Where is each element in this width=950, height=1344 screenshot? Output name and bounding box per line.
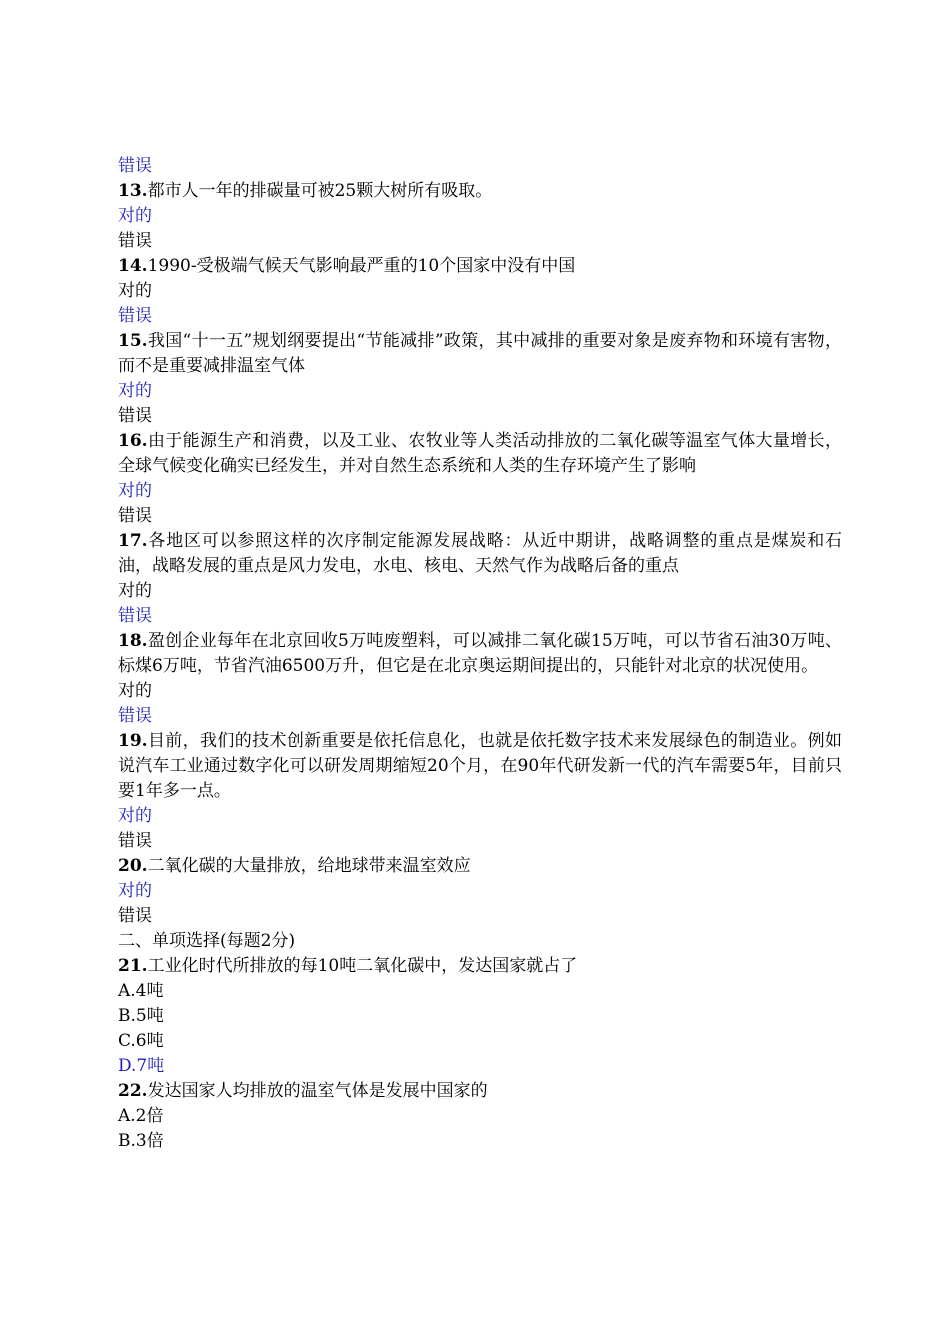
document-page [118,154,842,1154]
question-number: 21. [118,956,148,976]
answer-option-correct: 错误 [118,706,152,726]
question-20 [118,854,842,879]
answer-option: B.3倍 [118,1131,164,1151]
question-number: 16. [118,431,148,451]
answer-option-correct: 错误 [118,156,152,176]
question-number: 17. [118,531,148,551]
answer-option-correct: 对的 [118,806,152,826]
question-16 [118,429,842,479]
question-number: 13. [118,181,148,201]
question-14 [118,254,842,279]
question-13 [118,179,842,204]
question-number: 19. [118,731,148,751]
question-number: 20. [118,856,148,876]
question-text: 工业化时代所排放的每10吨二氧化碳中，发达国家就占了 [147,956,578,976]
question-text: 1990-受极端气候天气影响最严重的10个国家中没有中国 [147,256,576,276]
question-number: 14. [118,256,148,276]
question-text: 目前，我们的技术创新重要是依托信息化，也就是依托数字技术来发展绿色的制造业。例如说汽车工业通过数字化可以研发周期缩短20个月，在90年代研发新一代的汽车需要5年，目前只要1年多一点。 [118,731,842,801]
answer-option-correct: 错误 [118,606,152,626]
question-text: 各地区可以参照这样的次序制定能源发展战略：从近中期讲，战略调整的重点是煤炭和石油，战略发展的重点是风力发电，水电、核电、天然气作为战略后备的重点 [118,531,842,576]
answer-option-correct: 对的 [118,381,152,401]
question-number: 15. [118,331,148,351]
answer-option: 错误 [118,506,152,526]
answer-option: 错误 [118,831,152,851]
answer-option: 对的 [118,681,152,701]
section-heading: 二、单项选择(每题2分) [118,931,296,951]
question-18 [118,629,842,679]
question-text: 二氧化碳的大量排放，给地球带来温室效应 [147,856,471,876]
question-22 [118,1079,842,1104]
answer-option: 错误 [118,406,152,426]
question-21 [118,954,842,979]
question-text: 发达国家人均排放的温室气体是发展中国家的 [147,1081,488,1101]
question-15 [118,329,842,379]
answer-option: 错误 [118,906,152,926]
question-17 [118,529,842,579]
answer-option: B.5吨 [118,1006,164,1026]
answer-option-correct: 错误 [118,306,152,326]
question-number: 18. [118,631,148,651]
answer-option-correct: D.7吨 [118,1056,165,1076]
answer-option: 对的 [118,581,152,601]
question-19 [118,729,842,804]
question-text: 由于能源生产和消费，以及工业、农牧业等人类活动排放的二氧化碳等温室气体大量增长，全球气候变化确实已经发生，并对自然生态系统和人类的生存环境产生了影响 [118,431,842,476]
question-number: 22. [118,1081,148,1101]
answer-option: C.6吨 [118,1031,164,1051]
answer-option: A.4吨 [118,981,164,1001]
question-text: 都市人一年的排碳量可被25颗大树所有吸取。 [147,181,493,201]
question-text: 我国“十一五”规划纲要提出“节能减排”政策，其中减排的重要对象是废弃物和环境有害物，而不是重要减排温室气体 [118,331,842,376]
answer-option: 对的 [118,281,152,301]
answer-option-correct: 对的 [118,881,152,901]
question-text: 盈创企业每年在北京回收5万吨废塑料，可以减排二氧化碳15万吨，可以节省石油30万吨、标煤6万吨，节省汽油6500万升，但它是在北京奥运期间提出的，只能针对北京的状况使用。 [118,631,842,676]
answer-option-correct: 对的 [118,481,152,501]
answer-option: A.2倍 [118,1106,164,1126]
answer-option-correct: 对的 [118,206,152,226]
answer-option: 错误 [118,231,152,251]
